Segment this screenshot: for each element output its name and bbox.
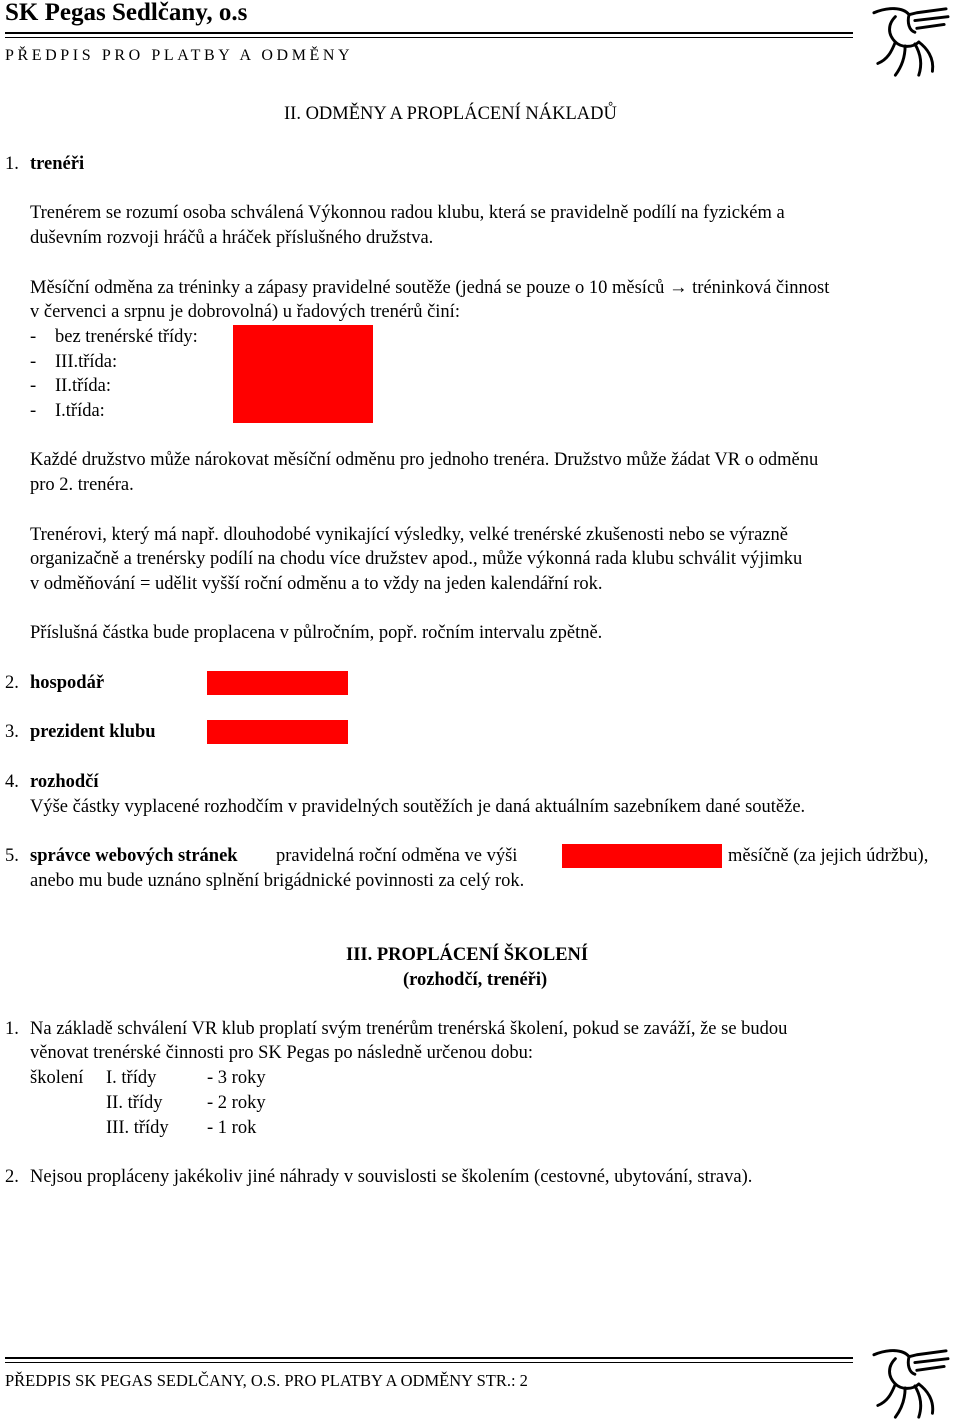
item4-number: 4. — [5, 772, 19, 792]
s3-item1-line1: Na základě schválení VR klub proplatí svým trenérům trenérská školení, pokud se zaváží, že se budou — [30, 1019, 788, 1039]
item1-para5: Příslušná částka bude proplacena v půlročním, popř. ročním intervalu zpětně. — [30, 623, 603, 643]
item5-number: 5. — [5, 846, 19, 866]
training-class: II. třídy — [106, 1093, 163, 1113]
s3-item2-number: 2. — [5, 1167, 19, 1187]
training-duration: - 2 roky — [207, 1093, 266, 1113]
class-label: II.třída: — [55, 376, 111, 396]
class-label: bez trenérské třídy: — [55, 327, 198, 347]
section3-subheading: (rozhodčí, trenéři) — [403, 970, 548, 990]
class-dash: - — [30, 401, 37, 421]
item5-text-before: pravidelná roční odměna ve výši — [276, 846, 518, 866]
org-title: SK Pegas Sedlčany, o.s — [5, 0, 248, 26]
class-dash: - — [30, 376, 37, 396]
item1-para3-line1: Každé družstvo může nárokovat měsíční odměnu pro jednoho trenéra. Družstvo může žádat VR o odměnu — [30, 450, 819, 470]
class-dash: - — [30, 327, 37, 347]
training-label: školení — [30, 1068, 84, 1088]
s3-item1-line2: věnovat trenérské činnosti pro SK Pegas po následně určenou dobu: — [30, 1043, 533, 1063]
section2-heading: II. ODMĚNY A PROPLÁCENÍ NÁKLADŮ — [284, 104, 617, 124]
training-duration: - 3 roky — [207, 1068, 266, 1088]
item5-text-after: měsíčně (za jejich údržbu), — [728, 846, 929, 866]
training-class: III. třídy — [106, 1118, 169, 1138]
redacted-amount — [207, 671, 348, 695]
training-class: I. třídy — [106, 1068, 157, 1088]
item5-title: správce webových stránek — [30, 846, 238, 866]
item2-number: 2. — [5, 673, 19, 693]
item4-text: Výše částky vyplacené rozhodčím v pravidelných soutěžích je daná aktuálním sazebníkem dané soutěže. — [30, 797, 806, 817]
header-rule-top — [5, 32, 853, 34]
item1-number: 1. — [5, 154, 19, 174]
item1-para4-line1: Trenérovi, který má např. dlouhodobé vynikající výsledky, velké trenérské zkušenosti nebo se výrazně — [30, 525, 788, 545]
header-rule-bottom — [5, 37, 853, 38]
class-label: I.třída: — [55, 401, 105, 421]
item5-line2: anebo mu bude uznáno splnění brigádnické povinnosti za celý rok. — [30, 871, 525, 891]
horse-logo-icon — [866, 3, 954, 81]
item3-number: 3. — [5, 722, 19, 742]
class-dash: - — [30, 352, 37, 372]
item1-para1-line1: Trenérem se rozumí osoba schválená Výkonnou radou klubu, která se pravidelně podílí na fyzickém a — [30, 203, 785, 223]
item1-para4-line3: v odměňování = udělit vyšší roční odměnu a to vždy na jeden kalendářní rok. — [30, 574, 603, 594]
item3-title: prezident klubu — [30, 722, 156, 742]
class-label: III.třída: — [55, 352, 118, 372]
footer-rule-top — [5, 1357, 853, 1359]
item4-title: rozhodčí — [30, 772, 99, 792]
section3-heading: III. PROPLÁCENÍ ŠKOLENÍ — [346, 945, 589, 965]
item2-title: hospodář — [30, 673, 105, 693]
redacted-amount — [207, 720, 348, 744]
redacted-amount-block — [233, 325, 373, 423]
footer-rule-bottom — [5, 1362, 853, 1363]
redacted-amount — [562, 844, 722, 868]
training-duration: - 1 rok — [207, 1118, 257, 1138]
item1-title: trenéři — [30, 154, 85, 174]
item1-para1-line2: duševním rozvoji hráčů a hráček příslušného družstva. — [30, 228, 434, 248]
s3-item1-number: 1. — [5, 1019, 19, 1039]
item1-para4-line2: organizačně a trenérsky podílí na chodu více družstev apod., může výkonná rada klubu schválit výjimku — [30, 549, 803, 569]
item1-para2-line1: Měsíční odměna za tréninky a zápasy pravidelné soutěže (jedná se pouze o 10 měsíců → tréninková činnost — [30, 278, 830, 298]
footer-text: PŘEDPIS SK PEGAS SEDLČANY, O.S. PRO PLATBY A ODMĚNY STR.: 2 — [5, 1371, 528, 1390]
item1-para2-line2: v červenci a srpnu je dobrovolná) u řadových trenérů činí: — [30, 302, 460, 322]
s3-item2-text: Nejsou propláceny jakékoliv jiné náhrady v souvislosti se školením (cestovné, ubytování, strava). — [30, 1167, 753, 1187]
item1-para3-line2: pro 2. trenéra. — [30, 475, 134, 495]
horse-logo-icon — [866, 1345, 954, 1423]
doc-title: PŘEDPIS PRO PLATBY A ODMĚNY — [5, 47, 354, 64]
